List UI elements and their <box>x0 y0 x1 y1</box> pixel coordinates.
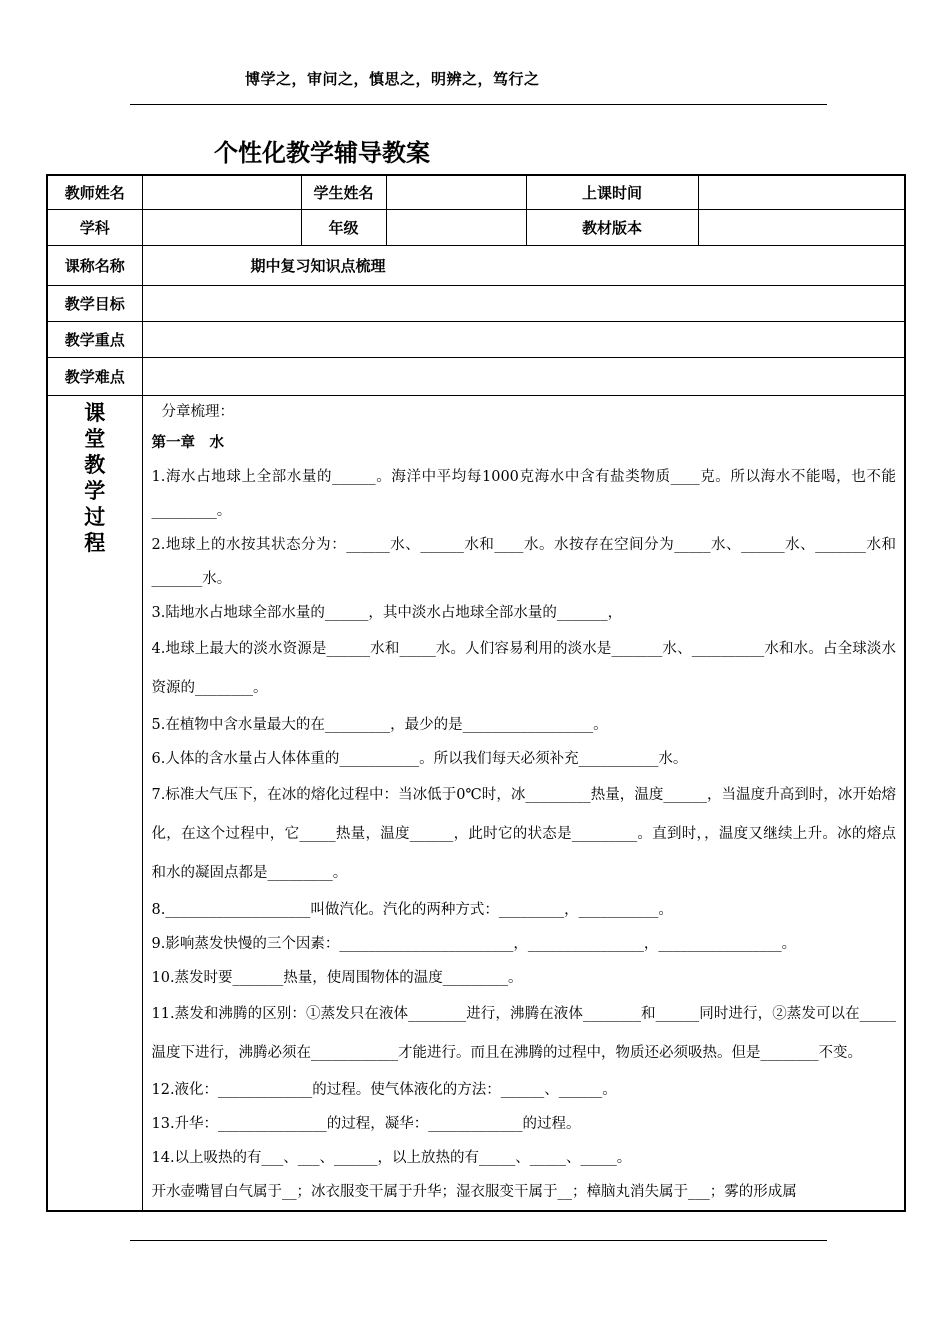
lesson-plan-table <box>46 174 906 1212</box>
course-name-label: 课称名称 <box>47 245 142 285</box>
edition-field[interactable] <box>698 209 905 245</box>
row-course <box>47 245 905 285</box>
chapter-heading: 第一章 水 <box>151 434 224 451</box>
document-title: 个性化教学辅导教案 <box>214 139 430 167</box>
class-time-field[interactable] <box>698 175 905 209</box>
section-intro: 分章梳理： <box>161 403 234 420</box>
teaching-goal-field[interactable] <box>142 285 905 321</box>
teaching-key-field[interactable] <box>142 321 905 357</box>
grade-field[interactable] <box>386 209 526 245</box>
process-char: 程 <box>84 530 106 555</box>
question-item: 7.标准大气压下，在冰的熔化过程中：当冰低于0℃时，冰_________热量，温度______，当温度升高到时，冰开始熔化，在这个过程中，它_____热量，温度______，此时它的状态是_________。直到时，，温度又继续上升。冰的熔点和水的凝固点都是_________。 <box>151 786 896 881</box>
grade-label: 年级 <box>301 209 386 245</box>
teaching-difficulty-field[interactable] <box>142 357 905 395</box>
footer-rule <box>130 1240 827 1241</box>
question-item: 10.蒸发时要_______热量，使周围物体的温度_________。 <box>151 969 523 986</box>
row-teacher <box>47 175 905 209</box>
row-subject <box>47 209 905 245</box>
class-process-content <box>142 395 905 1211</box>
edition-label: 教材版本 <box>526 209 698 245</box>
subject-field[interactable] <box>142 209 301 245</box>
teaching-difficulty-label: 教学难点 <box>47 357 142 395</box>
question-item: 4.地球上最大的淡水资源是______水和_____水。人们容易利用的淡水是_______水、__________水和水。占全球淡水资源的________。 <box>151 640 896 696</box>
teacher-name-field[interactable] <box>142 175 301 209</box>
class-process-label <box>47 395 142 1211</box>
row-process <box>47 395 905 1211</box>
row-goal <box>47 285 905 321</box>
teaching-key-label: 教学重点 <box>47 321 142 357</box>
question-item: 5.在植物中含水量最大的在_________，最少的是__________________。 <box>151 716 608 733</box>
header-rule <box>130 104 827 105</box>
teacher-name-label: 教师姓名 <box>47 175 142 209</box>
question-item: 11.蒸发和沸腾的区别：①蒸发只在液体________进行，沸腾在液体________和______同时进行，②蒸发可以在_____温度下进行，沸腾必须在____________才能进行。而且在沸腾的过程中，物质还必须吸热。但是________不变。 <box>151 1005 896 1061</box>
subject-label: 学科 <box>47 209 142 245</box>
process-char: 教 <box>84 452 106 477</box>
question-item: 1.海水占地球上全部水量的______。海洋中平均每1000克海水中含有盐类物质____克。所以海水不能喝，也不能_________。 <box>151 468 896 519</box>
question-item: 2.地球上的水按其状态分为：______水、______水和____水。水按存在空间分为_____水、______水、_______水和_______水。 <box>151 536 896 587</box>
question-item: 开水壶嘴冒白气属于__；冰衣服变干属于升华；湿衣服变干属于__；樟脑丸消失属于___；雾的形成属 <box>151 1183 797 1200</box>
row-difficulty <box>47 357 905 395</box>
process-char: 过 <box>84 504 106 529</box>
question-item: 3.陆地水占地球全部水量的______，其中淡水占地球全部水量的_______， <box>151 604 623 621</box>
question-item: 13.升华：_______________的过程，凝华：_____________的过程。 <box>151 1115 581 1132</box>
process-char: 课 <box>84 400 106 425</box>
question-item: 8.____________________叫做汽化。汽化的两种方式：_________，___________。 <box>151 901 673 918</box>
process-char: 堂 <box>84 426 106 451</box>
question-item: 12.液化：_____________的过程。使气体液化的方法：______、______。 <box>151 1081 617 1098</box>
process-char: 学 <box>84 478 106 503</box>
question-item: 6.人体的含水量占人体体重的___________。所以我们每天必须补充___________水。 <box>151 750 688 767</box>
question-item: 9.影响蒸发快慢的三个因素：________________________，________________，_________________。 <box>151 935 797 952</box>
teaching-goal-label: 教学目标 <box>47 285 142 321</box>
student-name-label: 学生姓名 <box>301 175 386 209</box>
student-name-field[interactable] <box>386 175 526 209</box>
class-time-label: 上课时间 <box>526 175 698 209</box>
row-key <box>47 321 905 357</box>
page-header-motto: 博学之，审问之，慎思之，明辨之，笃行之 <box>245 70 540 88</box>
question-item: 14.以上吸热的有___、___、______，以上放热的有_____、_____、_____。 <box>151 1149 632 1166</box>
course-name-value: 期中复习知识点梳理 <box>142 245 905 285</box>
